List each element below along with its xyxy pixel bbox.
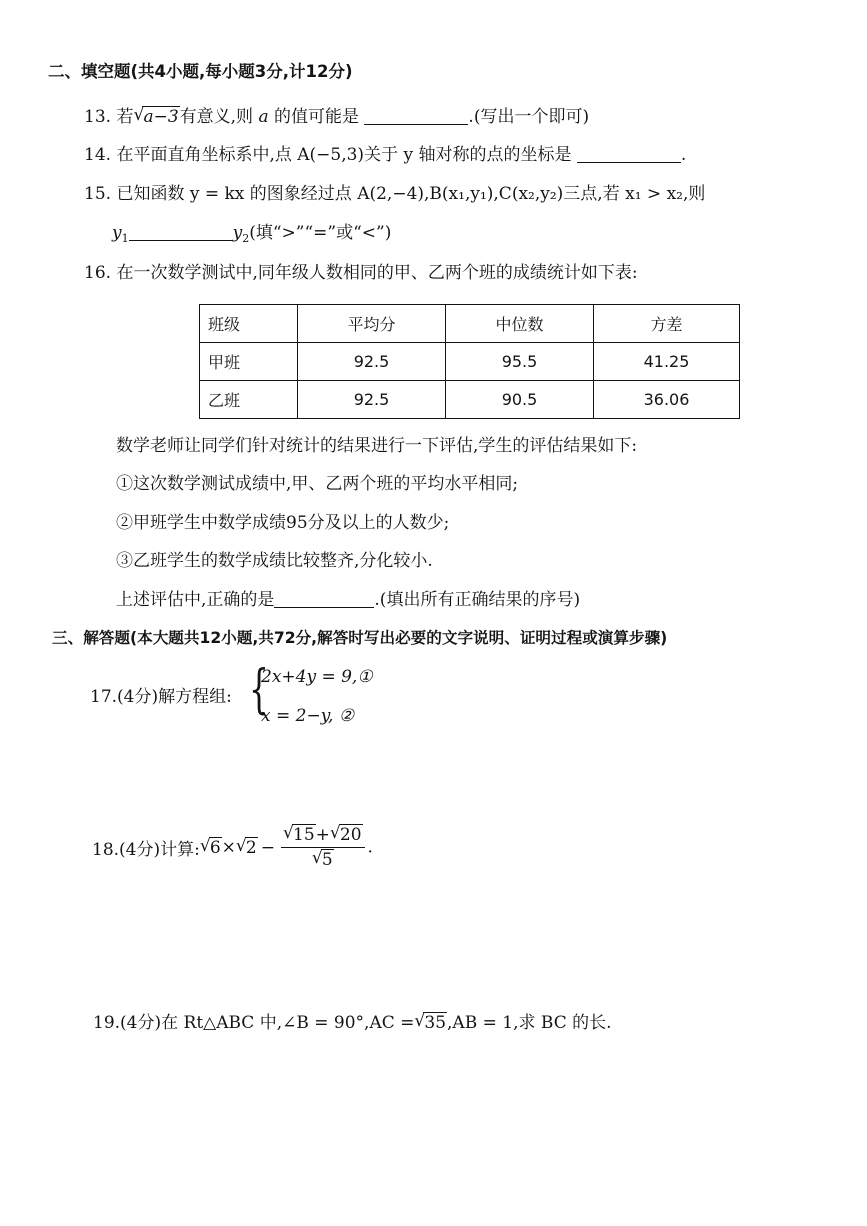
q14-tail: . <box>680 145 687 165</box>
table-cell: 92.5 <box>298 343 446 381</box>
q13-pre: 若 <box>116 107 134 127</box>
q18-sqrt-2: √ 2 <box>235 835 257 858</box>
q18-sqrt-1: √ 6 <box>199 835 221 858</box>
q14-text: 14. 在平面直角坐标系中,点 A(−5,3)关于 y 轴对称的点的坐标是 <box>84 145 572 165</box>
q18-radicand-4: 20 <box>339 825 362 845</box>
system-brace: { <box>249 660 269 720</box>
q16-conclusion-tail: .(填出所有正确结果的序号) <box>374 590 581 610</box>
q18-fraction <box>281 825 365 870</box>
q13-mid: 有意义,则 <box>179 107 254 127</box>
q14-answer-blank[interactable] <box>577 146 681 163</box>
q15-y1-sub: 1 <box>121 232 129 245</box>
section-3-title: 三、解答题(本大题共12小题,共72分,解答时写出必要的文字说明、证明过程或演算步骤) <box>52 629 668 647</box>
q15-tail: (填“>”“=”或“<”) <box>249 223 392 243</box>
q15-y2: y <box>232 223 243 243</box>
q18-sqrt-4: √ 20 <box>329 823 362 845</box>
q18-sqrt-5: √ 5 <box>311 848 333 870</box>
question-16-intro: 16. 在一次数学测试中,同年级人数相同的甲、乙两个班的成绩统计如下表: <box>84 263 638 283</box>
q18-denominator <box>281 848 365 870</box>
q18-minus: − <box>260 837 275 858</box>
question-18 <box>92 825 373 875</box>
table-header-cell: 中位数 <box>446 305 594 343</box>
q13-number: 13. <box>84 107 112 127</box>
q19-text-pre: 19.(4分)在 Rt△ABC 中,∠B = 90°,AC = <box>93 1013 415 1033</box>
table-header-cell: 方差 <box>594 305 740 343</box>
q19-sqrt: √ 35 <box>414 1011 447 1033</box>
table-cell: 90.5 <box>446 381 594 419</box>
q19-radicand: 35 <box>424 1013 447 1033</box>
section-2-title: 二、填空题(共4小题,每小题3分,计12分) <box>48 62 353 81</box>
q16-conclusion <box>116 589 580 611</box>
q15-y2-sub: 2 <box>242 232 250 245</box>
q18-sqrt-3: √ 15 <box>283 823 315 845</box>
q15-answer-blank[interactable] <box>129 224 233 241</box>
q18-times: × <box>221 837 236 858</box>
q18-radicand-2: 2 <box>245 837 257 858</box>
q18-radicand-5: 5 <box>321 850 333 870</box>
q18-numerator <box>281 825 365 848</box>
q17-label: 17.(4分)解方程组: <box>90 687 232 707</box>
table-row <box>200 343 740 381</box>
q16-answer-blank[interactable] <box>274 591 374 608</box>
q18-radicand-3: 15 <box>293 825 315 845</box>
q16-item-1: ①这次数学测试成绩中,甲、乙两个班的平均水平相同; <box>116 474 519 494</box>
question-14 <box>84 144 686 166</box>
table-header-row <box>200 305 740 343</box>
q16-item-2: ②甲班学生中数学成绩95分及以上的人数少; <box>116 513 450 533</box>
table-cell: 36.06 <box>594 381 740 419</box>
table-row <box>200 381 740 419</box>
q13-radicand: a−3 <box>143 107 179 127</box>
question-19 <box>93 1012 612 1034</box>
q13-var: a <box>258 107 269 127</box>
q16-item-3: ③乙班学生的数学成绩比较整齐,分化较小. <box>116 551 433 571</box>
q17-equation-2: x = 2−y, ② <box>261 706 355 726</box>
table-cell: 95.5 <box>446 343 594 381</box>
q13-post: 的值可能是 <box>274 107 360 127</box>
question-15-line2 <box>112 222 391 250</box>
q13-tail: .(写出一个即可) <box>468 107 590 127</box>
score-table <box>199 304 740 419</box>
q18-plus: + <box>315 825 330 845</box>
table-header-cell: 平均分 <box>298 305 446 343</box>
q19-text-post: ,AB = 1,求 BC 的长. <box>447 1013 612 1033</box>
q18-label: 18.(4分)计算: <box>92 840 200 860</box>
q18-radicand-1: 6 <box>209 837 221 858</box>
q16-eval-intro: 数学老师让同学们针对统计的结果进行一下评估,学生的评估结果如下: <box>116 436 638 456</box>
q13-sqrt: √ a−3 <box>133 105 179 127</box>
q18-end: . <box>367 837 373 858</box>
table-cell: 92.5 <box>298 381 446 419</box>
q13-answer-blank[interactable] <box>364 108 468 125</box>
table-cell: 乙班 <box>200 381 298 419</box>
q16-conclusion-text: 上述评估中,正确的是 <box>116 590 275 610</box>
question-13 <box>84 106 589 128</box>
question-15-line1: 15. 已知函数 y = kx 的图象经过点 A(2,−4),B(x₁,y₁),C(x₂,y₂)三点,若 x₁ > x₂,则 <box>84 184 706 204</box>
table-cell: 41.25 <box>594 343 740 381</box>
table-cell: 甲班 <box>200 343 298 381</box>
q15-y1: y <box>112 223 122 243</box>
table-header-cell: 班级 <box>200 305 298 343</box>
q17-equation-1: 2x+4y = 9,① <box>261 667 373 687</box>
